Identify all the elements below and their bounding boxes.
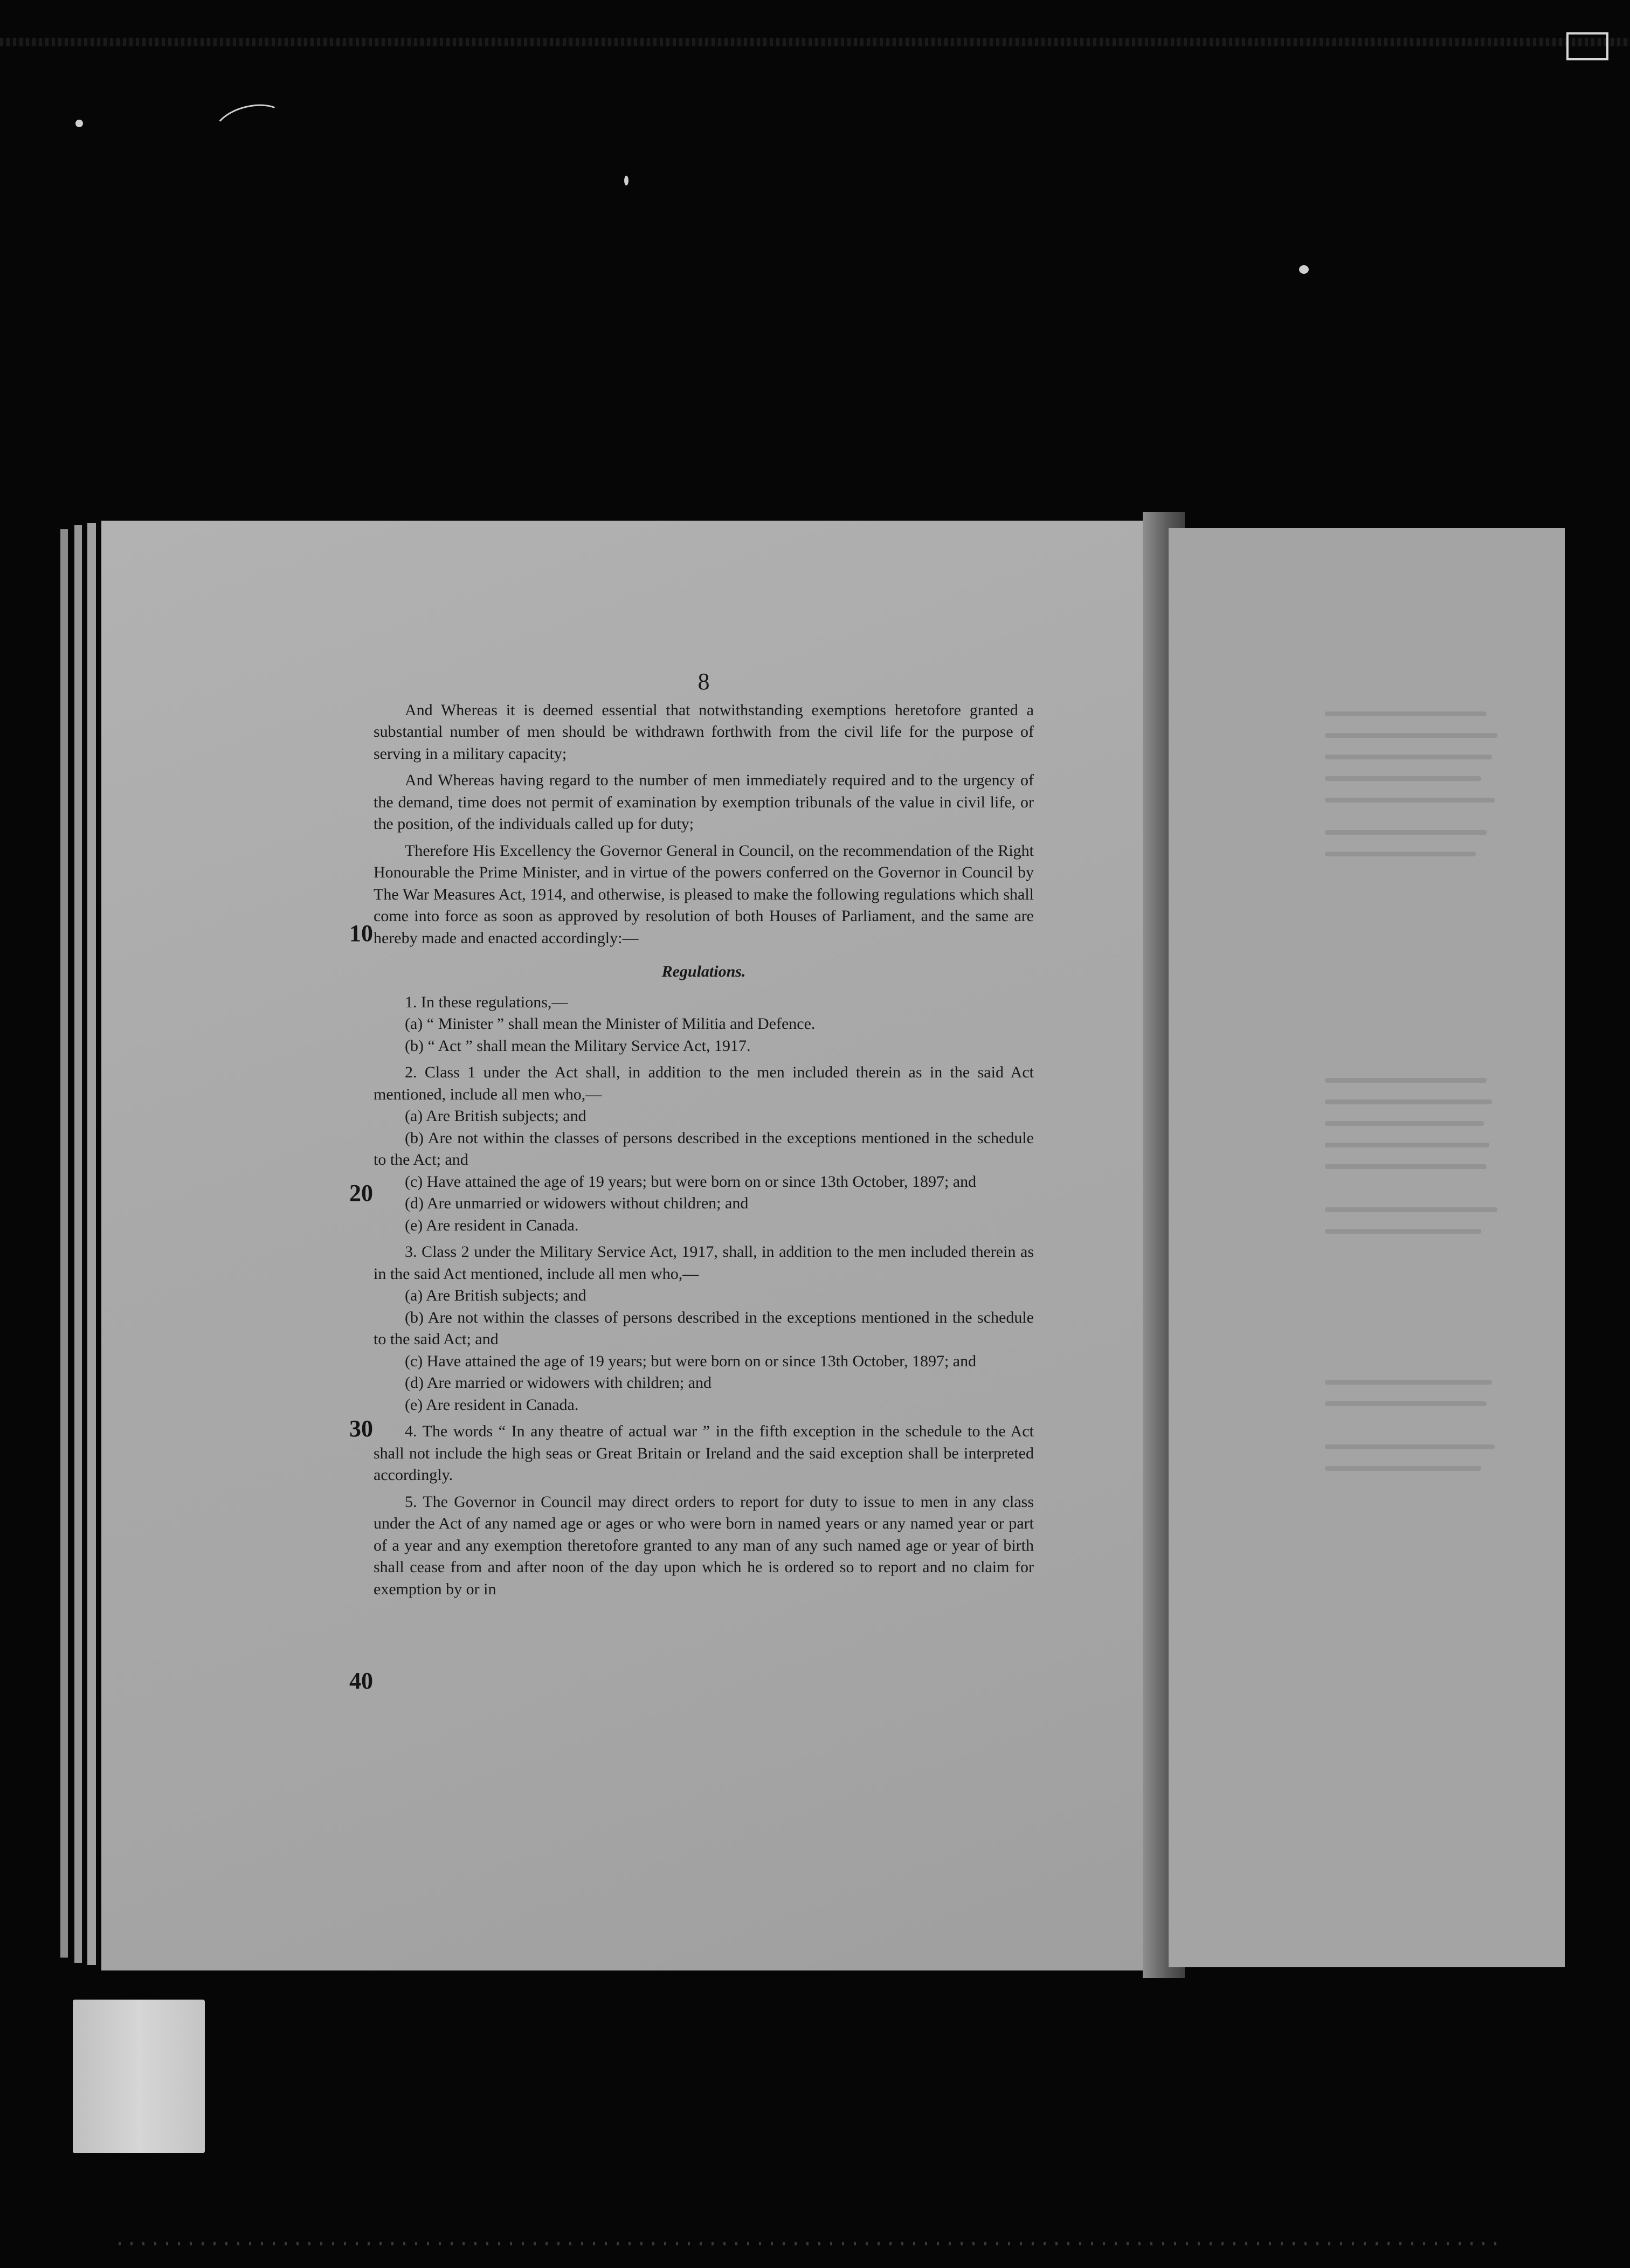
bleed-through-line [1325, 1401, 1487, 1406]
page-text [374, 668, 1034, 1605]
bleed-through-line [1325, 1466, 1481, 1471]
dust-speck [75, 120, 83, 127]
bleed-through-line [1325, 776, 1481, 781]
regulation-2-b: (b) Are not within the classes of persons described in the exceptions mentioned in the schedule to the Act; and [374, 1129, 1034, 1168]
line-number-20: 20 [349, 1180, 373, 1206]
bleed-through-line [1325, 1229, 1481, 1234]
paragraph-whereas-1: And Whereas it is deemed essential that notwithstanding exemptions heretofore granted a substantial number of men should be withdrawn forthwith from the civil life for the purpose of serving in a military capacity; [374, 701, 1034, 763]
bleed-through-line [1325, 1164, 1487, 1169]
regulation-4: 4. The words “ In any theatre of actual war ” in the fifth exception in the schedule to the Act shall not include the high seas or Great Britain or Ireland and the said exception shall be interpreted accordingly. [374, 1422, 1034, 1484]
regulation-3-a: (a) Are British subjects; and [405, 1287, 586, 1304]
right-page [1169, 528, 1565, 1967]
dust-speck [1299, 265, 1309, 274]
bleed-through-line [1325, 1078, 1487, 1083]
page-number: 8 [697, 668, 710, 695]
bleed-through-line [1325, 755, 1492, 759]
bleed-through-line [1325, 711, 1487, 716]
regulation-1 [374, 992, 1034, 1057]
dust-speck [624, 176, 628, 185]
regulation-1-a: (a) “ Minister ” shall mean the Minister of Militia and Defence. [405, 1015, 816, 1033]
regulation-2-d: (d) Are unmarried or widowers without children; and [405, 1194, 749, 1212]
film-frame-mark [1566, 32, 1608, 60]
bleed-through-line [1325, 1207, 1497, 1212]
bleed-through-line [1325, 1380, 1492, 1385]
line-number-10: 10 [349, 920, 373, 946]
paper-slip [73, 2000, 205, 2153]
line-number-40: 40 [349, 1668, 373, 1694]
page-stack-edge [74, 525, 82, 1963]
page-stack-edge [87, 523, 96, 1965]
regulation-3-d: (d) Are married or widowers with children; and [405, 1374, 712, 1392]
bleed-through-line [1325, 1100, 1492, 1104]
regulation-1-b: (b) “ Act ” shall mean the Military Service Act, 1917. [405, 1036, 751, 1055]
film-edge-noise [119, 2242, 1498, 2245]
bleed-through-line [1325, 830, 1487, 835]
regulation-2-c: (c) Have attained the age of 19 years; but were born on or since 13th October, 1897; and [405, 1172, 977, 1191]
bleed-through-line [1325, 852, 1476, 856]
regulation-3-b: (b) Are not within the classes of persons described in the exceptions mentioned in the schedule to the said Act; and [374, 1308, 1034, 1348]
paragraph-therefore: Therefore His Excellency the Governor General in Council, on the recommendation of the Right Honourable the Prime Minister, and in virtue of the powers conferred on the Governor in Council by The War Measures Act, 1914, and otherwise, is pleased to make the following regulations which shall come into force as soon as approved by resolution of both Houses of Parliament, and the same are hereby made and enacted accordingly:— [374, 841, 1034, 947]
film-scratch [210, 98, 291, 155]
regulation-3 [374, 1241, 1034, 1416]
regulation-2-e: (e) Are resident in Canada. [405, 1216, 579, 1234]
regulation-3-intro: 3. Class 2 under the Military Service Act, 1917, shall, in addition to the men included therein as in the said Act mentioned, include all men who,— [374, 1243, 1034, 1283]
bleed-through-line [1325, 1444, 1495, 1449]
paragraph-whereas-2: And Whereas having regard to the number of men immediately required and to the urgency of the demand, time does not permit of examination by exemption tribunals of the value in civil life, or the position, of the individuals called up for duty; [374, 771, 1034, 833]
regulation-2-intro: 2. Class 1 under the Act shall, in addition to the men included therein as in the said Act mentioned, include all men who,— [374, 1063, 1034, 1103]
bleed-through-line [1325, 1121, 1484, 1126]
bleed-through-line [1325, 733, 1497, 738]
regulations-heading: Regulations. [661, 963, 746, 980]
regulation-3-c: (c) Have attained the age of 19 years; but were born on or since 13th October, 1897; and [405, 1352, 977, 1370]
regulation-1-intro: 1. In these regulations,— [405, 993, 568, 1011]
regulation-2-a: (a) Are British subjects; and [405, 1107, 586, 1125]
bleed-through-line [1325, 798, 1495, 803]
regulation-5: 5. The Governor in Council may direct orders to report for duty to issue to men in any class under the Act of any named age or ages or who were born in named years or any named year or part of a year and any exemption theretofore granted to any man of any such named age or year of birth shall cease from and after noon of the day upon which he is ordered so to report and no claim for exemption by or in [374, 1492, 1034, 1598]
regulation-2 [374, 1062, 1034, 1236]
regulation-3-e: (e) Are resident in Canada. [405, 1395, 579, 1414]
bleed-through-line [1325, 1143, 1489, 1147]
film-edge-strip [0, 38, 1630, 46]
page-stack-edge [60, 529, 68, 1958]
line-number-30: 30 [349, 1415, 373, 1442]
